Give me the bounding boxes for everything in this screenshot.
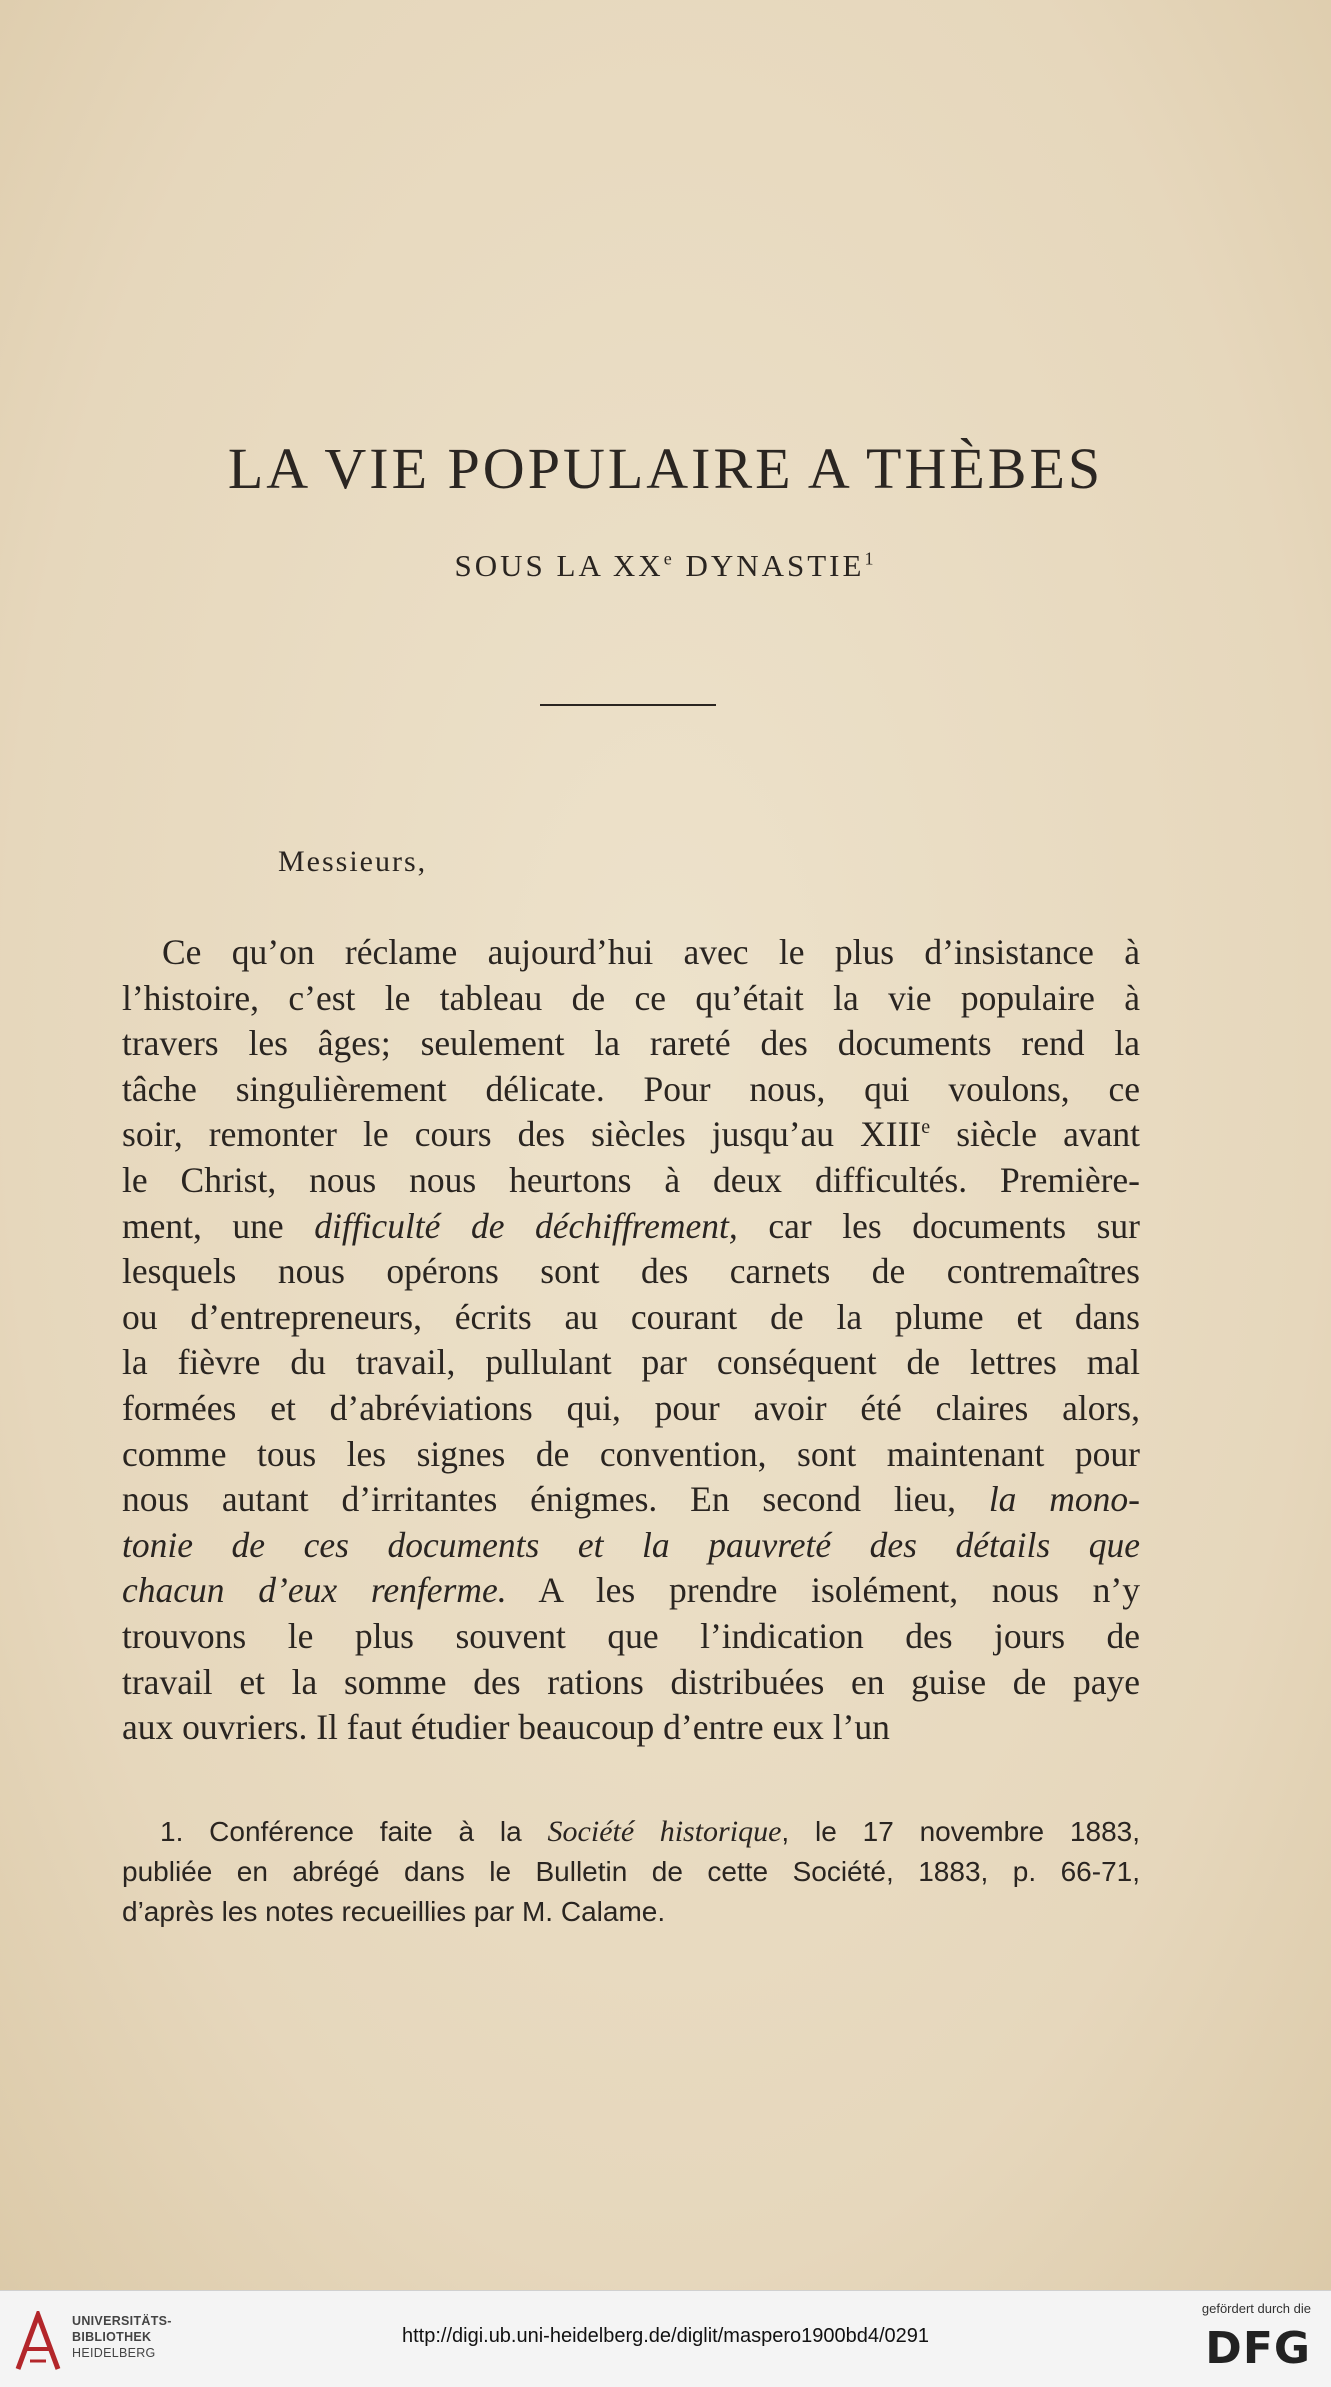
subtitle-text-end: DYNASTIE [674,548,865,583]
subtitle-superscript: e [663,548,675,569]
text-line: travers les âges; seulement la rareté des documents rend la [122,1023,1140,1064]
permalink-url[interactable]: http://digi.ub.uni-heidelberg.de/diglit/maspero1900bd4/0291 [401,2325,930,2347]
text-run: A les prendre isolément, nous n’y [506,1570,1140,1611]
superscript: e [921,1116,931,1139]
text-line [122,1477,1140,1523]
italic-run: difficulté de déchiffrement, [314,1205,738,1246]
body-paragraph [122,930,1140,1751]
page-title: LA VIE POPULAIRE A THÈBES [227,436,1104,501]
footnote [122,1812,1140,1932]
italic-run: la mono- [988,1479,1140,1520]
text-line [122,1204,1140,1250]
library-name-line: HEIDELBERG [72,2346,156,2360]
text-line [122,1568,1140,1614]
text-run: 1. Conférence faite à la [160,1816,548,1847]
italic-run: chacun d’eux renferme. [122,1570,507,1611]
text-line: le Christ, nous nous heurtons à deux difficultés. Première- [122,1159,1140,1200]
subtitle-text: SOUS LA XX [454,548,664,583]
footnote-line [122,1812,1140,1852]
section-divider [540,704,716,706]
text-line: ou d’entrepreneurs, écrits au courant de la plume et dans [122,1296,1140,1337]
salutation: Messieurs, [278,845,428,878]
footnote-marker: 1 [864,548,877,569]
text-line: formées et d’abréviations qui, pour avoir été claires alors, [122,1387,1140,1428]
library-name-line: BIBLIOTHEK [72,2330,152,2344]
italic-run: Société historique [547,1815,782,1848]
text-run: car les documents sur [737,1205,1140,1246]
funding-note: gefördert durch die [1201,2301,1311,2316]
text-line [122,1523,1140,1569]
text-line: Ce qu’on réclame aujourd’hui avec le plus d’insistance à [162,932,1140,972]
footnote-line: publiée en abrégé dans le Bulletin de cette Société, 1883, p. 66-71, [122,1856,1140,1887]
italic-run: tonie de ces documents et la pauvreté des détails que [122,1524,1140,1565]
text-line: l’histoire, c’est le tableau de ce qu’était la vie populaire à [122,977,1140,1018]
viewer-footer [0,2290,1331,2387]
text-line: aux ouvriers. Il faut étudier beaucoup d’entre eux l’un [122,1707,890,1748]
text-line: la fièvre du travail, pullulant par conséquent de lettres mal [122,1342,1140,1383]
text-line [122,1112,1140,1158]
text-run: ment, une [122,1205,315,1246]
text-line: lesquels nous opérons sont des carnets de contremaîtres [122,1251,1140,1292]
text-run: nous autant d’irritantes énigmes. En second lieu, [122,1479,989,1520]
text-line: comme tous les signes de convention, sont maintenant pour [122,1433,1140,1474]
text-line: trouvons le plus souvent que l’indication des jours de [122,1615,1140,1656]
text-line: tâche singulièrement délicate. Pour nous, qui voulons, ce [122,1068,1140,1109]
text-run: soir, remonter le cours des siècles jusqu’au XIII [122,1114,922,1155]
dfg-logo: DFG [1205,2323,1311,2374]
text-run: siècle avant [930,1114,1140,1155]
library-name-line: UNIVERSITÄTS- [72,2314,172,2328]
text-line: travail et la somme des rations distribuées en guise de paye [122,1661,1140,1702]
footnote-line: d’après les notes recueillies par M. Calame. [122,1896,666,1927]
page-subtitle [0,548,1331,584]
text-run: , le 17 novembre 1883, [781,1816,1140,1847]
